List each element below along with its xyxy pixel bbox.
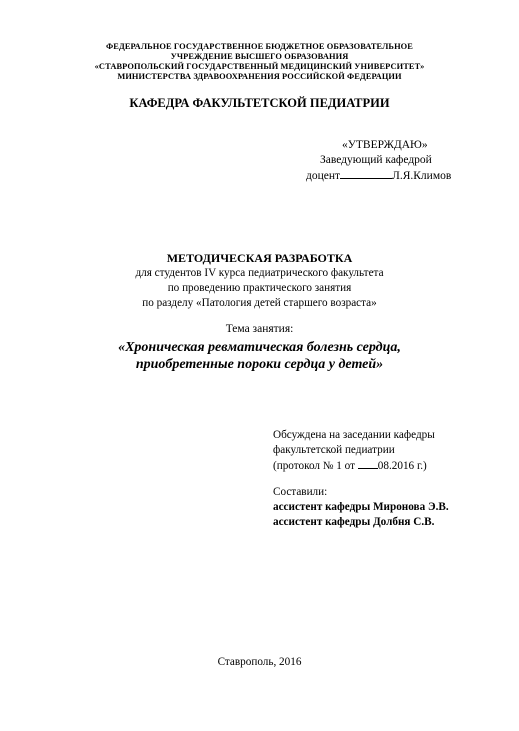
discussion-line-1: Обсуждена на заседании кафедры xyxy=(273,429,435,441)
protocol-line xyxy=(273,458,427,474)
topic-line-2: приобретенные пороки сердца у детей» xyxy=(135,357,384,372)
document-subtitle-1: для студентов IV курса педиатрического факультета xyxy=(135,267,384,279)
discussion-line-2: факультетской педиатрии xyxy=(273,444,395,456)
authors-label: Составили: xyxy=(273,486,328,498)
department-title: КАФЕДРА ФАКУЛЬТЕТСКОЙ ПЕДИАТРИИ xyxy=(129,96,390,110)
author-1: ассистент кафедры Миронова Э.В. xyxy=(273,501,449,513)
signature-line xyxy=(340,168,392,179)
approval-position: Заведующий кафедрой xyxy=(320,154,432,166)
document-subtitle-2: по проведению практического занятия xyxy=(167,282,352,294)
approval-stamp: «УТВЕРЖДАЮ» xyxy=(342,139,428,151)
topic-line-1: «Хроническая ревматическая болезнь сердца, xyxy=(118,340,401,355)
approval-signature xyxy=(306,168,451,184)
author-2: ассистент кафедры Долбня С.В. xyxy=(273,516,435,528)
approval-rank: доцент xyxy=(306,170,341,182)
protocol-suffix: 08.2016 г.) xyxy=(377,460,427,472)
header-line-2: УЧРЕЖДЕНИЕ ВЫСШЕГО ОБРАЗОВАНИЯ xyxy=(170,52,349,61)
document-subtitle-3: по разделу «Патология детей старшего возраста» xyxy=(142,297,377,309)
header-line-3: «СТАВРОПОЛЬСКИЙ ГОСУДАРСТВЕННЫЙ МЕДИЦИНСКИЙ УНИВЕРСИТЕТ» xyxy=(94,62,425,71)
approval-name: Л.Я.Климов xyxy=(392,170,452,182)
protocol-date-blank xyxy=(358,458,378,469)
header-line-1: ФЕДЕРАЛЬНОЕ ГОСУДАРСТВЕННОЕ БЮДЖЕТНОЕ ОБРАЗОВАТЕЛЬНОЕ xyxy=(106,42,413,51)
header-line-4: МИНИСТЕРСТВА ЗДРАВООХРАНЕНИЯ РОССИЙСКОЙ ФЕДЕРАЦИИ xyxy=(117,72,402,81)
topic-label: Тема занятия: xyxy=(225,323,294,335)
document-title: МЕТОДИЧЕСКАЯ РАЗРАБОТКА xyxy=(166,251,353,265)
city-year: Ставрополь, 2016 xyxy=(217,656,302,668)
protocol-prefix: (протокол № 1 от xyxy=(273,460,358,472)
